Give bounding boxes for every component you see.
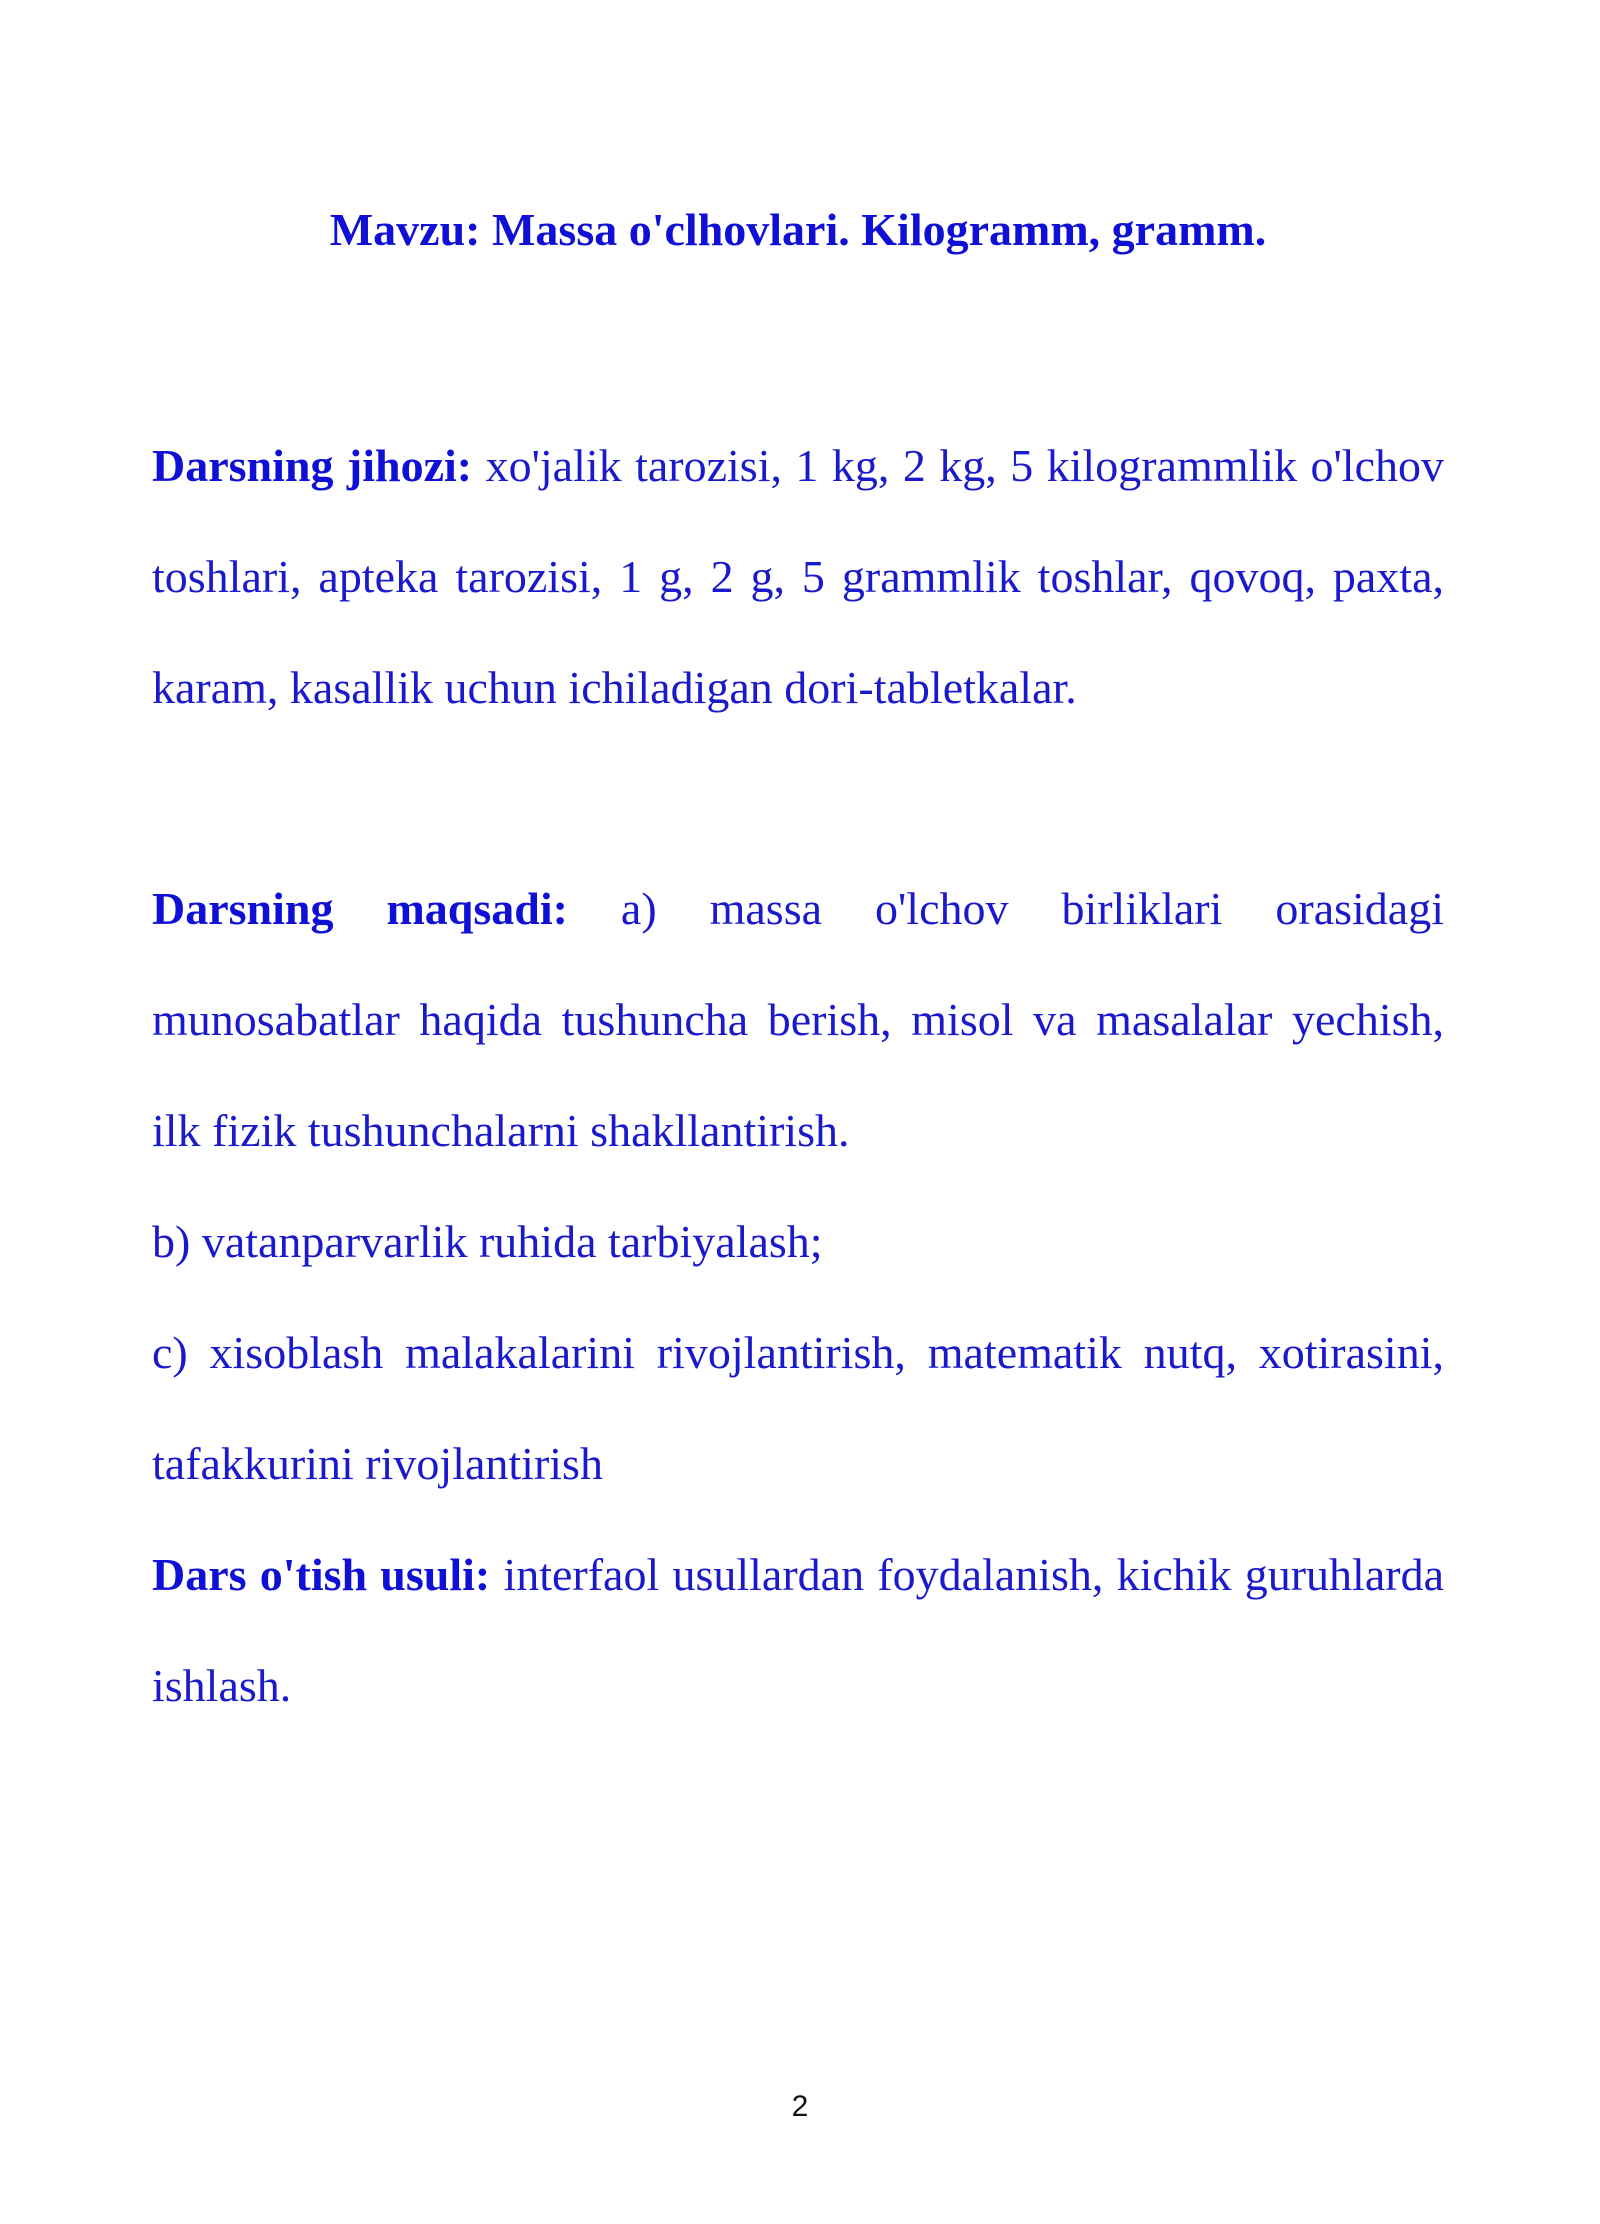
spacer xyxy=(152,743,1444,853)
equipment-paragraph xyxy=(152,410,1444,743)
goal-item-c: c) xisoblash malakalarini rivojlantirish, matematik nutq, xotirasini, tafakkurini rivojlantirish xyxy=(152,1327,1444,1489)
goal-paragraph xyxy=(152,853,1444,1186)
spacer xyxy=(152,270,1444,410)
method-label: Dars o'tish usuli: xyxy=(152,1549,491,1600)
method-text: interfaol usullardan foydalanish, kichik guruhlarda ishlash. xyxy=(152,1549,1444,1711)
goal-text-a: a) massa o'lchov birliklari orasidagi munosabatlar haqida tushuncha berish, misol va masalalar yechish, ilk fizik tushunchalarni shakllantirish. xyxy=(152,883,1444,1156)
equipment-text: xo'jalik tarozisi, 1 kg, 2 kg, 5 kilogrammlik o'lchov toshlari, apteka tarozisi, 1 g, 2 g, 5 grammlik toshlar, qovoq, paxta, karam, kasallik uchun ichiladigan dori-tabletkalar. xyxy=(152,440,1445,713)
equipment-label: Darsning jihozi: xyxy=(152,440,473,491)
goal-item-b: b) vatanparvarlik ruhida tarbiyalash; xyxy=(152,1216,823,1267)
goal-label: Darsning maqsadi: xyxy=(152,883,568,934)
document-body xyxy=(152,190,1444,1741)
method-paragraph xyxy=(152,1519,1444,1741)
document-title: Mavzu: Massa o'clhovlari. Kilogramm, gramm. xyxy=(329,204,1267,255)
page-number: 2 xyxy=(791,2090,809,2123)
